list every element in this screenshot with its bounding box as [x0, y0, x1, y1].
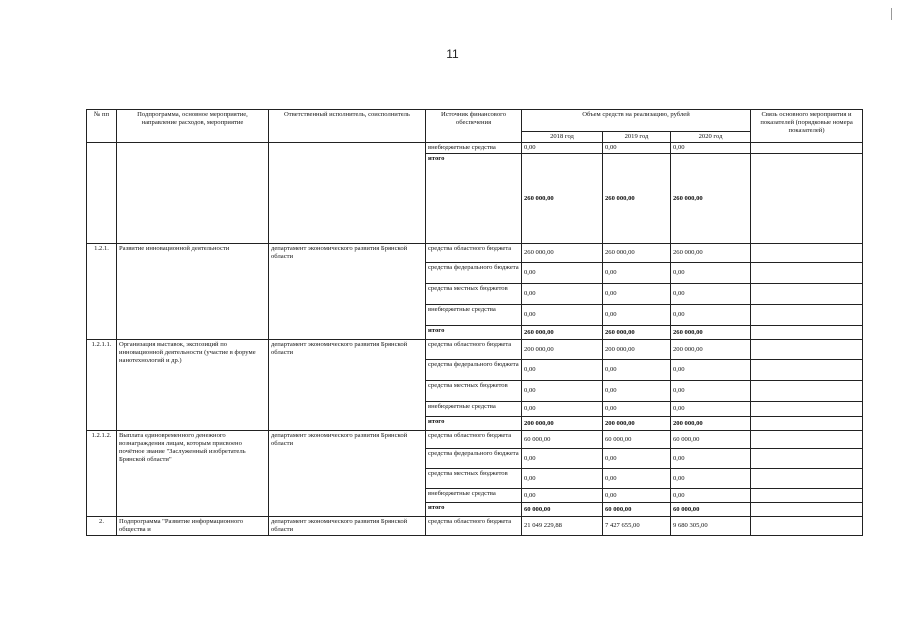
source-cell: итого	[426, 154, 522, 244]
link-cell	[751, 340, 863, 360]
value-2018-cell: 260 000,00	[522, 326, 603, 340]
header-row	[87, 110, 863, 132]
page-number: 11	[446, 47, 459, 61]
num-cell: 2.	[87, 517, 117, 536]
executor-cell: департамент экономического развития Брянской области	[269, 244, 426, 340]
link-cell	[751, 431, 863, 449]
header-source: Источник финансового обеспечения	[426, 110, 522, 143]
num-cell	[87, 143, 117, 244]
value-2020-cell: 200 000,00	[671, 340, 751, 360]
num-cell: 1.2.1.2.	[87, 431, 117, 517]
program-cell: Выплата единовременного денежного вознаграждения лицам, которым присвоено почётное звание "Заслуженный изобретатель Брянской области"	[117, 431, 269, 517]
source-cell: средства областного бюджета	[426, 517, 522, 536]
source-cell: итого	[426, 417, 522, 431]
table-row	[87, 340, 863, 360]
value-2018-cell: 0,00	[522, 469, 603, 489]
value-2020-cell: 60 000,00	[671, 503, 751, 517]
value-2019-cell: 0,00	[603, 284, 671, 305]
link-cell	[751, 503, 863, 517]
source-cell: внебюджетные средства	[426, 305, 522, 326]
header-year-2018: 2018 год	[522, 132, 603, 143]
link-cell	[751, 489, 863, 503]
value-2018-cell: 260 000,00	[522, 244, 603, 263]
value-2020-cell: 260 000,00	[671, 244, 751, 263]
executor-cell: департамент экономического развития Брянской области	[269, 431, 426, 517]
link-cell	[751, 143, 863, 154]
value-2019-cell: 0,00	[603, 305, 671, 326]
link-cell	[751, 154, 863, 244]
value-2018-cell: 21 049 229,88	[522, 517, 603, 536]
header-year-2020: 2020 год	[671, 132, 751, 143]
source-cell: средства федерального бюджета	[426, 263, 522, 284]
executor-cell: департамент экономического развития Брянской области	[269, 340, 426, 431]
value-2019-cell: 0,00	[603, 360, 671, 381]
value-2019-cell: 260 000,00	[603, 154, 671, 244]
value-2018-cell: 260 000,00	[522, 154, 603, 244]
value-2020-cell: 0,00	[671, 489, 751, 503]
value-2020-cell: 0,00	[671, 305, 751, 326]
link-cell	[751, 469, 863, 489]
link-cell	[751, 326, 863, 340]
value-2019-cell: 0,00	[603, 489, 671, 503]
value-2020-cell: 0,00	[671, 143, 751, 154]
budget-table	[86, 109, 863, 536]
value-2020-cell: 0,00	[671, 284, 751, 305]
source-cell: средства федерального бюджета	[426, 360, 522, 381]
table-row	[87, 431, 863, 449]
link-cell	[751, 305, 863, 326]
link-cell	[751, 517, 863, 536]
scan-edge-mark	[891, 8, 892, 20]
value-2020-cell: 9 680 305,00	[671, 517, 751, 536]
value-2019-cell: 0,00	[603, 402, 671, 417]
value-2020-cell: 60 000,00	[671, 431, 751, 449]
header-executor: Ответственный исполнитель, соисполнитель	[269, 110, 426, 143]
value-2018-cell: 0,00	[522, 402, 603, 417]
value-2018-cell: 0,00	[522, 360, 603, 381]
executor-cell: департамент экономического развития Брянской области	[269, 517, 426, 536]
header-link: Связь основного мероприятия и показателей (порядковые номера показателей)	[751, 110, 863, 143]
value-2018-cell: 60 000,00	[522, 503, 603, 517]
value-2019-cell: 60 000,00	[603, 503, 671, 517]
header-volume: Объем средств на реализацию, рублей	[522, 110, 751, 132]
value-2019-cell: 0,00	[603, 263, 671, 284]
value-2020-cell: 0,00	[671, 449, 751, 469]
program-cell	[117, 143, 269, 244]
source-cell: средства федерального бюджета	[426, 449, 522, 469]
value-2020-cell: 0,00	[671, 469, 751, 489]
value-2019-cell: 0,00	[603, 469, 671, 489]
value-2018-cell: 200 000,00	[522, 340, 603, 360]
link-cell	[751, 449, 863, 469]
value-2019-cell: 60 000,00	[603, 431, 671, 449]
value-2019-cell: 260 000,00	[603, 326, 671, 340]
value-2018-cell: 200 000,00	[522, 417, 603, 431]
source-cell: средства областного бюджета	[426, 431, 522, 449]
value-2020-cell: 0,00	[671, 402, 751, 417]
table-row	[87, 143, 863, 154]
num-cell: 1.2.1.1.	[87, 340, 117, 431]
value-2018-cell: 0,00	[522, 305, 603, 326]
value-2018-cell: 0,00	[522, 263, 603, 284]
header-year-2019: 2019 год	[603, 132, 671, 143]
value-2020-cell: 0,00	[671, 381, 751, 402]
value-2018-cell: 0,00	[522, 143, 603, 154]
value-2020-cell: 0,00	[671, 263, 751, 284]
value-2018-cell: 0,00	[522, 489, 603, 503]
source-cell: итого	[426, 326, 522, 340]
link-cell	[751, 263, 863, 284]
header-program: Подпрограмма, основное мероприятие, направление расходов, мероприятие	[117, 110, 269, 143]
source-cell: средства местных бюджетов	[426, 284, 522, 305]
value-2019-cell: 200 000,00	[603, 417, 671, 431]
value-2020-cell: 0,00	[671, 360, 751, 381]
table-row	[87, 517, 863, 536]
value-2018-cell: 0,00	[522, 284, 603, 305]
value-2019-cell: 260 000,00	[603, 244, 671, 263]
value-2019-cell: 0,00	[603, 449, 671, 469]
link-cell	[751, 360, 863, 381]
source-cell: средства местных бюджетов	[426, 381, 522, 402]
value-2018-cell: 0,00	[522, 449, 603, 469]
source-cell: итого	[426, 503, 522, 517]
value-2019-cell: 200 000,00	[603, 340, 671, 360]
value-2020-cell: 260 000,00	[671, 326, 751, 340]
header-num: № пп	[87, 110, 117, 143]
table-row	[87, 244, 863, 263]
program-cell: Подпрограмма "Развитие информационного общества и	[117, 517, 269, 536]
num-cell: 1.2.1.	[87, 244, 117, 340]
link-cell	[751, 402, 863, 417]
program-cell: Организация выставок, экспозиций по инновационной деятельности (участие в форуме нанотехнологий и др.)	[117, 340, 269, 431]
source-cell: средства местных бюджетов	[426, 469, 522, 489]
link-cell	[751, 244, 863, 263]
value-2019-cell: 0,00	[603, 143, 671, 154]
value-2020-cell: 260 000,00	[671, 154, 751, 244]
program-cell: Развитие инновационной деятельности	[117, 244, 269, 340]
value-2019-cell: 0,00	[603, 381, 671, 402]
value-2019-cell: 7 427 655,00	[603, 517, 671, 536]
value-2018-cell: 0,00	[522, 381, 603, 402]
link-cell	[751, 417, 863, 431]
value-2018-cell: 60 000,00	[522, 431, 603, 449]
source-cell: внебюджетные средства	[426, 489, 522, 503]
source-cell: средства областного бюджета	[426, 340, 522, 360]
link-cell	[751, 381, 863, 402]
source-cell: внебюджетные средства	[426, 402, 522, 417]
value-2020-cell: 200 000,00	[671, 417, 751, 431]
table-body	[87, 110, 863, 536]
executor-cell	[269, 143, 426, 244]
source-cell: внебюджетные средства	[426, 143, 522, 154]
link-cell	[751, 284, 863, 305]
source-cell: средства областного бюджета	[426, 244, 522, 263]
